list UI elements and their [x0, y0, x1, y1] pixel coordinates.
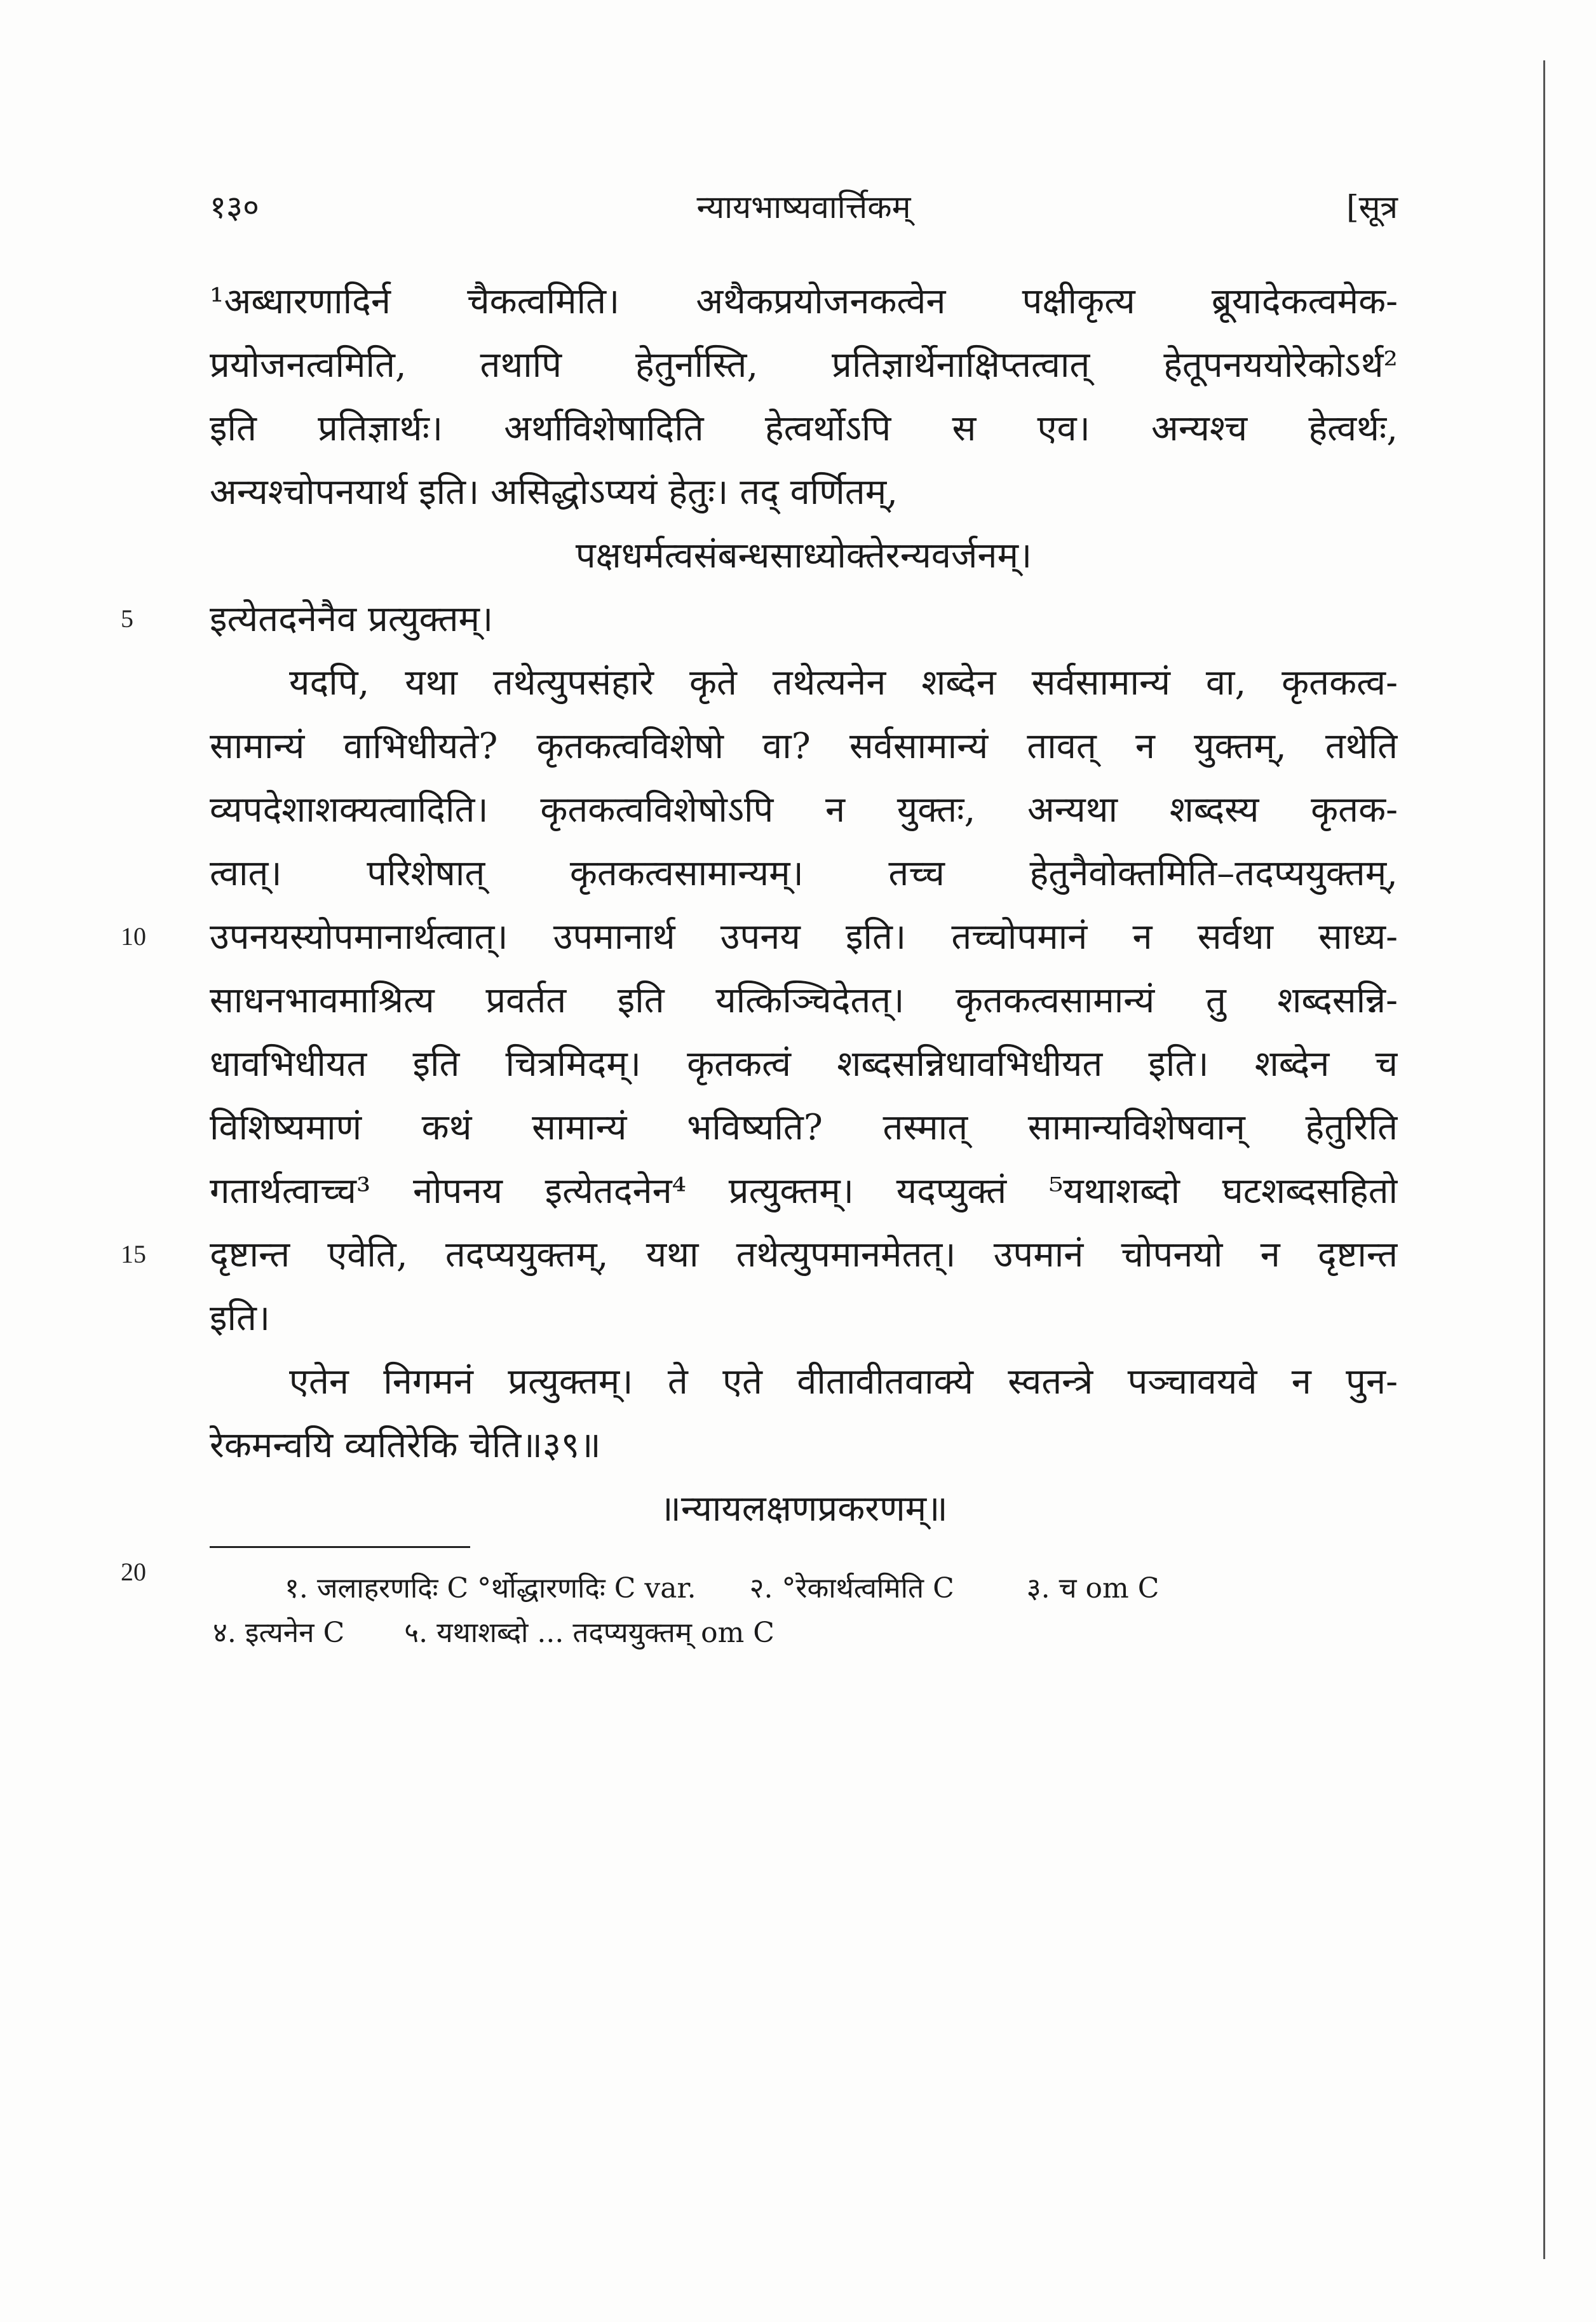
footnote-1: १. जलाहरणदिः C °र्थोद्धारणदिः C var.	[285, 1572, 696, 1605]
text-line-15: गतार्थत्वाच्च³ नोपनय इत्येतदनेन⁴ प्रत्युक्तम्। यदप्युक्तं ⁵यथाशब्दो घटशब्दसहितो	[210, 1171, 1398, 1212]
text-line-1: ¹अब्धारणादिर्न चैकत्वमिति। अथैकप्रयोजनकत्वेन पक्षीकृत्य ब्रूयादेकत्वमेक-	[210, 281, 1398, 322]
footnote-line-2	[210, 1611, 1401, 1655]
page-edge-line	[1543, 60, 1545, 2259]
main-text	[210, 270, 1398, 1541]
text-line-10: त्वात्। परिशेषात् कृतकत्वसामान्यम्। तच्च हेतुनैवोक्तमिति–तदप्ययुक्तम्,	[210, 853, 1398, 894]
footnote-5: ५. यथाशब्दो ... तदप्ययुक्तम् om C	[404, 1617, 774, 1649]
text-line-14: विशिष्यमाणं कथं सामान्यं भविष्यति? तस्मात् सामान्यविशेषवान् हेतुरिति	[210, 1107, 1398, 1148]
text-line-11: उपनयस्योपमानार्थत्वात्। उपमानार्थ उपनय इति। तच्चोपमानं न सर्वथा साध्य-	[210, 916, 1398, 958]
text-line-3: इति प्रतिज्ञार्थः। अर्थाविशेषादिति हेत्वर्थोऽपि स एव। अन्यश्च हेत्वर्थः,	[210, 408, 1398, 449]
text-line-12: साधनभावमाश्रित्य प्रवर्तत इति यत्किञ्चिदेतत्। कृतकत्वसामान्यं तु शब्दसन्नि-	[210, 980, 1398, 1021]
text-line-17: इति।	[210, 1298, 271, 1339]
text-line-19: रेकमन्वयि व्यतिरेकि चेति॥३९॥	[210, 1425, 601, 1466]
chapter-end-title: ॥न्यायलक्षणप्रकरणम्॥	[659, 1488, 948, 1530]
line-number-5: 5	[121, 604, 133, 633]
text-line-18: एतेन निगमनं प्रत्युक्तम्। ते एते वीतावीतवाक्ये स्वतन्त्रे पञ्चावयवे न पुन-	[289, 1361, 1398, 1402]
running-title: न्यायभाष्यवार्त्तिकम्	[696, 189, 911, 226]
footnote-line-1	[210, 1566, 1398, 1611]
verse-line-5: पक्षधर्मत्वसंबन्धसाध्योक्तेरन्यवर्जनम्।	[575, 535, 1032, 576]
text-line-2: प्रयोजनत्वमिति, तथापि हेतुर्नास्ति, प्रतिज्ञार्थेनाक्षिप्तत्वात् हेतूपनययोरेकोऽर्थ²	[210, 344, 1398, 386]
section-marker: [सूत्र	[1346, 189, 1398, 226]
footnote-3: ३. च om C	[1026, 1572, 1160, 1605]
text-line-8: सामान्यं वाभिधीयते? कृतकत्वविशेषो वा? सर्वसामान्यं तावत् न युक्तम्, तथेति	[210, 726, 1398, 767]
page-number: १३०	[210, 189, 259, 226]
footnote-4: ४. इत्यनेन C	[213, 1617, 345, 1649]
text-line-13: धावभिधीयत इति चित्रमिदम्। कृतकत्वं शब्दसन्निधावभिधीयत इति। शब्देन च	[210, 1043, 1398, 1085]
running-header	[210, 184, 1398, 235]
line-number-15: 15	[121, 1240, 146, 1268]
text-line-6: इत्येतदनेनैव प्रत्युक्तम्।	[210, 599, 494, 640]
line-number-20: 20	[121, 1558, 146, 1586]
text-line-4: अन्यश्चोपनयार्थ इति। असिद्धोऽप्ययं हेतुः। तद् वर्णितम्,	[210, 472, 898, 513]
footnote-2: २. °रेकार्थत्वमिति C	[749, 1572, 954, 1605]
text-line-7: यदपि, यथा तथेत्युपसंहारे कृते तथेत्यनेन शब्देन सर्वसामान्यं वा, कृतकत्व-	[289, 662, 1398, 703]
text-line-16: दृष्टान्त एवेति, तदप्ययुक्तम्, यथा तथेत्युपमानमेतत्। उपमानं चोपनयो न दृष्टान्त	[210, 1234, 1398, 1275]
footnote-rule	[210, 1546, 470, 1548]
line-number-10: 10	[121, 922, 146, 951]
text-line-9: व्यपदेशाशक्यत्वादिति। कृतकत्वविशेषोऽपि न युक्तः, अन्यथा शब्दस्य कृतक-	[210, 789, 1398, 831]
